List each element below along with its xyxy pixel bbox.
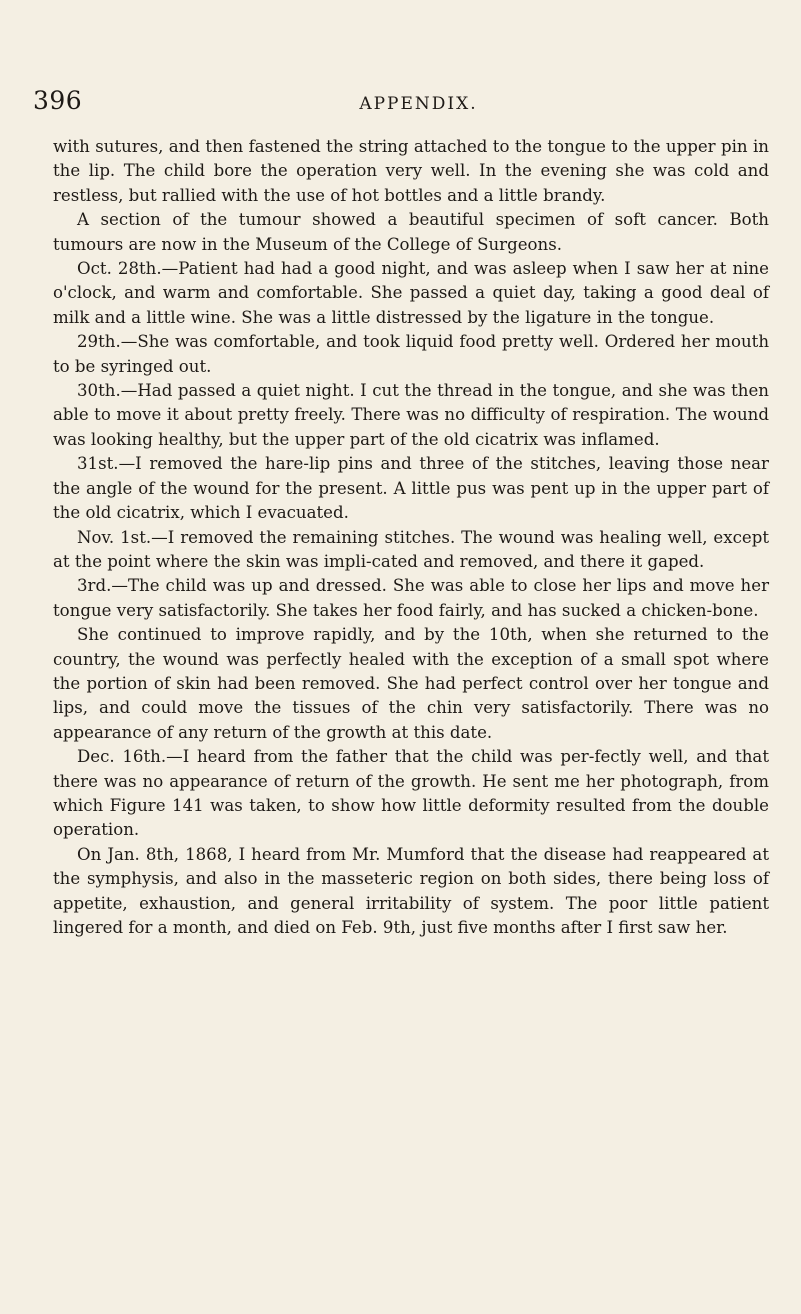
paragraph: A section of the tumour showed a beautiful specimen of soft cancer. Both tumours are now in the Museum of the College of Surgeons. xyxy=(53,210,769,254)
paragraph: with sutures, and then fastened the string attached to the tongue to the upper pin in the lip. The child bore the operation very well. In the evening she was cold and restless, but rallied with the use of hot bottles and a little brandy. xyxy=(53,137,769,205)
paragraph: Nov. 1st.—I removed the remaining stitches. The wound was healing well, except at the point where the skin was impli-cated and removed, and there it gaped. xyxy=(53,527,769,571)
paragraph: On Jan. 8th, 1868, I heard from Mr. Mumford that the disease had reappeared at the symphysis, and also in the masseteric region on both sides, there being loss of appetite, exhaustion, and general irritability of system. The poor little patient lingered for a month, and died on Feb. 9th, just five months after I first saw her. xyxy=(53,844,769,937)
paragraph: Oct. 28th.—Patient had had a good night, and was asleep when I saw her at nine o'clock, and warm and comfortable. She passed a quiet day, taking a good deal of milk and a little wine. She was a little distressed by the ligature in the tongue. xyxy=(53,259,769,327)
page-number: 396 xyxy=(33,86,83,115)
paragraph: She continued to improve rapidly, and by the 10th, when she returned to the country, the wound was perfectly healed with the exception of a small spot where the portion of skin had been removed. She had perfect control over her tongue and lips, and could move the tissues of the chin very satisfactorily. There was no appearance of any return of the growth at this date. xyxy=(53,625,769,742)
paragraph: 30th.—Had passed a quiet night. I cut the thread in the tongue, and she was then able to move it about pretty freely. There was no difficulty of respiration. The wound was looking healthy, but the upper part of the old cicatrix was inflamed. xyxy=(53,381,769,449)
paragraph: Dec. 16th.—I heard from the father that the child was per-fectly well, and that there was no appearance of return of the growth. He sent me her photograph, from which Figure 141 was taken, to show how little deformity resulted from the double operation. xyxy=(53,747,769,840)
body-text xyxy=(53,135,769,940)
paragraph: 29th.—She was comfortable, and took liquid food pretty well. Ordered her mouth to be syringed out. xyxy=(53,332,769,376)
paragraph: 31st.—I removed the hare-lip pins and three of the stitches, leaving those near the angle of the wound for the present. A little pus was pent up in the upper part of the old cicatrix, which I evacuated. xyxy=(53,454,769,523)
running-title: APPENDIX. xyxy=(359,94,478,114)
paragraph: 3rd.—The child was up and dressed. She was able to close her lips and move her tongue very satisfactorily. She takes her food fairly, and has sucked a chicken-bone. xyxy=(53,576,769,620)
